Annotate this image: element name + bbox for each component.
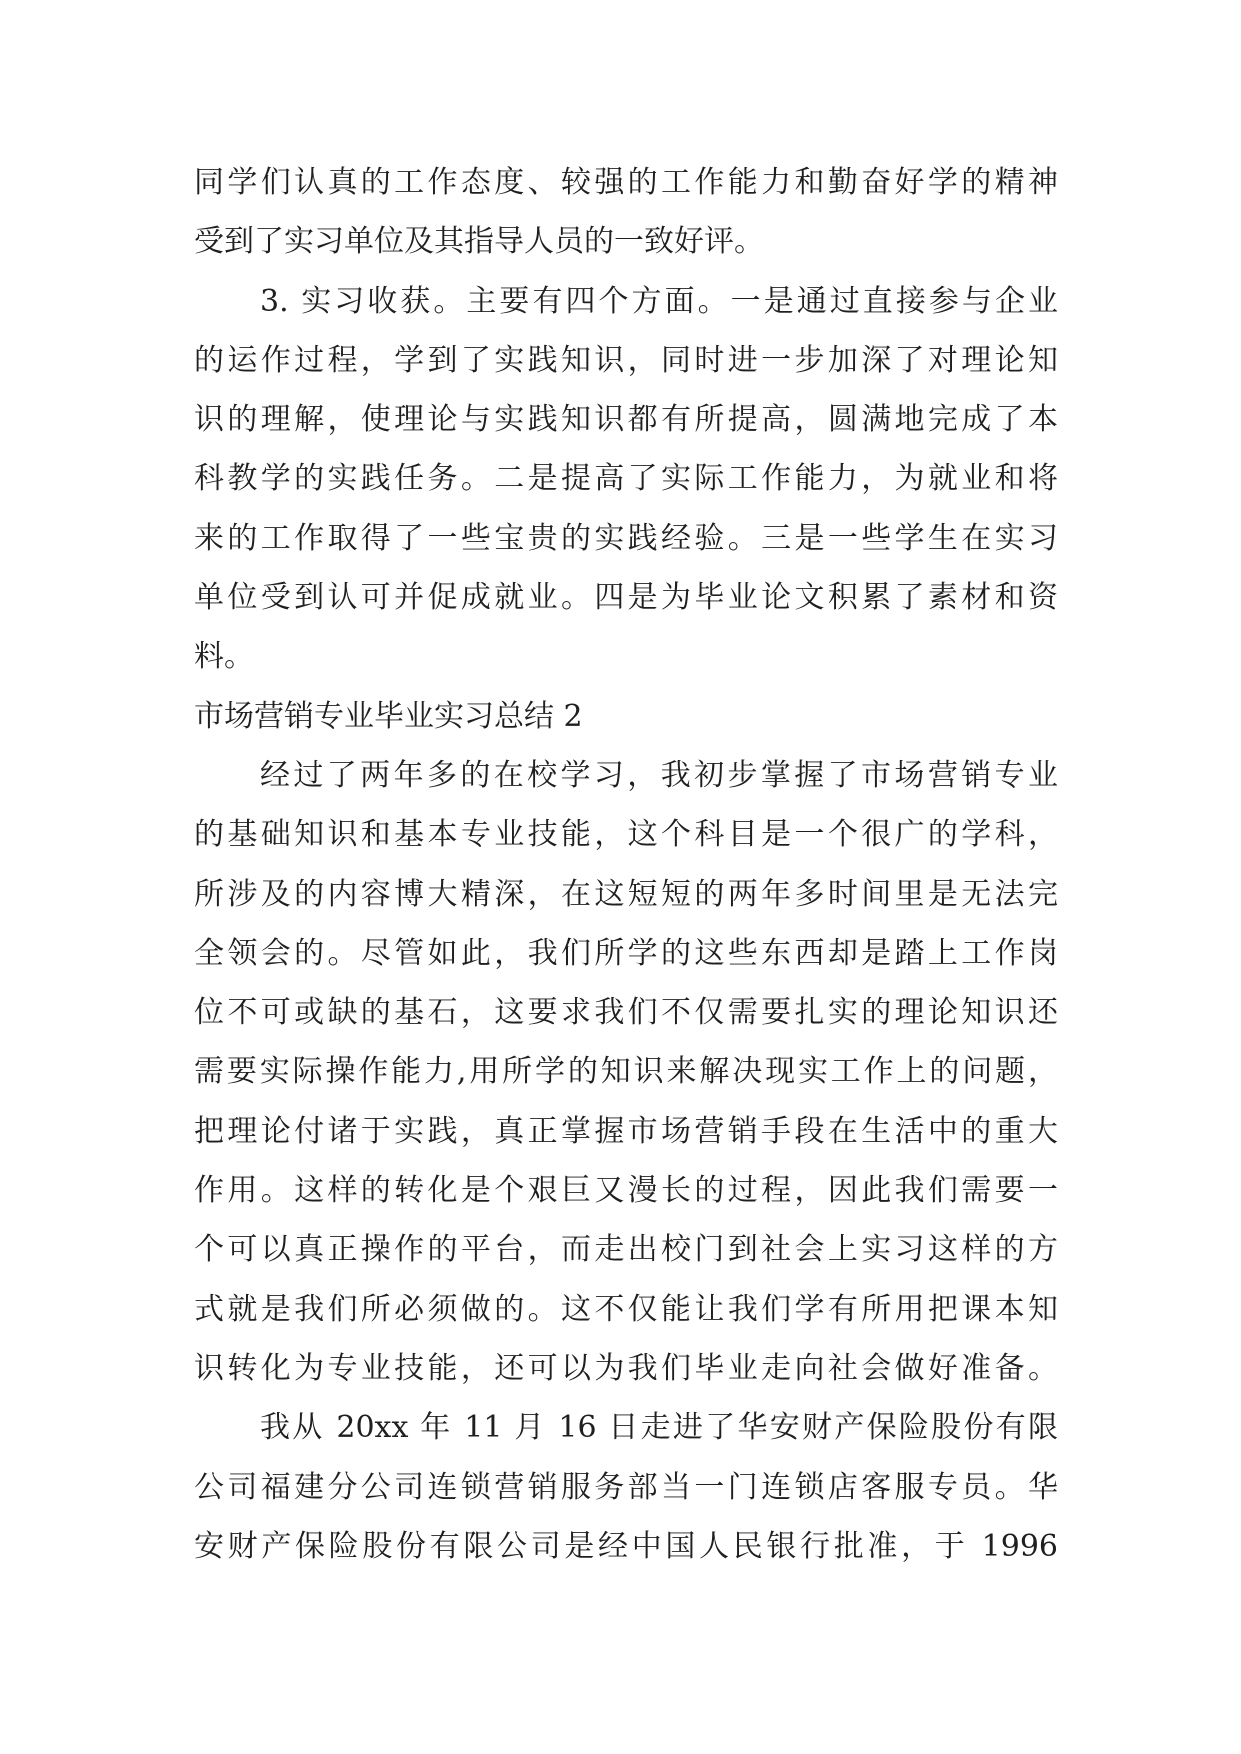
text-line: 的运作过程，学到了实践知识，同时进一步加深了对理论知 [194, 342, 1058, 378]
text-line: 料。 [194, 639, 254, 675]
text-line: 单位受到认可并促成就业。四是为毕业论文积累了素材和资 [194, 580, 1058, 616]
text-line: 位不可或缺的基石，这要求我们不仅需要扎实的理论知识还 [194, 995, 1058, 1031]
text-line: 同学们认真的工作态度、较强的工作能力和勤奋好学的精神 [194, 165, 1058, 200]
text-line: 需要实际操作能力,用所学的知识来解决现实工作上的问题， [194, 1054, 1058, 1090]
text-line: 识的理解，使理论与实践知识都有所提高，圆满地完成了本 [194, 402, 1058, 438]
text-line: 识转化为专业技能，还可以为我们毕业走向社会做好准备。 [194, 1350, 1058, 1386]
text-line: 的基础知识和基本专业技能，这个科目是一个很广的学科， [194, 817, 1058, 853]
text-line: 个可以真正操作的平台，而走出校门到社会上实习这样的方 [194, 1232, 1058, 1268]
document-body [194, 153, 1058, 1576]
paragraph-first-line: 3. 实习收获。主要有四个方面。一是通过直接参与企业 [260, 283, 1058, 319]
section-heading: 市场营销专业毕业实习总结 2 [194, 698, 583, 734]
paragraph-first-line: 经过了两年多的在校学习，我初步掌握了市场营销专业 [260, 757, 1058, 793]
text-line: 把理论付诸于实践，真正掌握市场营销手段在生活中的重大 [194, 1113, 1058, 1149]
text-line: 全领会的。尽管如此，我们所学的这些东西却是踏上工作岗 [194, 935, 1058, 971]
text-line: 安财产保险股份有限公司是经中国人民银行批准，于 1996 [194, 1528, 1058, 1564]
text-line: 作用。这样的转化是个艰巨又漫长的过程，因此我们需要一 [194, 1173, 1058, 1209]
paragraph-first-line: 我从 20xx 年 11 月 16 日走进了华安财产保险股份有限 [260, 1410, 1058, 1446]
text-line: 式就是我们所必须做的。这不仅能让我们学有所用把课本知 [194, 1291, 1058, 1327]
text-line: 来的工作取得了一些宝贵的实践经验。三是一些学生在实习 [194, 520, 1058, 556]
text-line: 科教学的实践任务。二是提高了实际工作能力，为就业和将 [194, 461, 1058, 497]
text-line: 所涉及的内容博大精深，在这短短的两年多时间里是无法完 [194, 876, 1058, 912]
text-line: 受到了实习单位及其指导人员的一致好评。 [194, 224, 764, 260]
text-line: 公司福建分公司连锁营销服务部当一门连锁店客服专员。华 [194, 1469, 1058, 1505]
